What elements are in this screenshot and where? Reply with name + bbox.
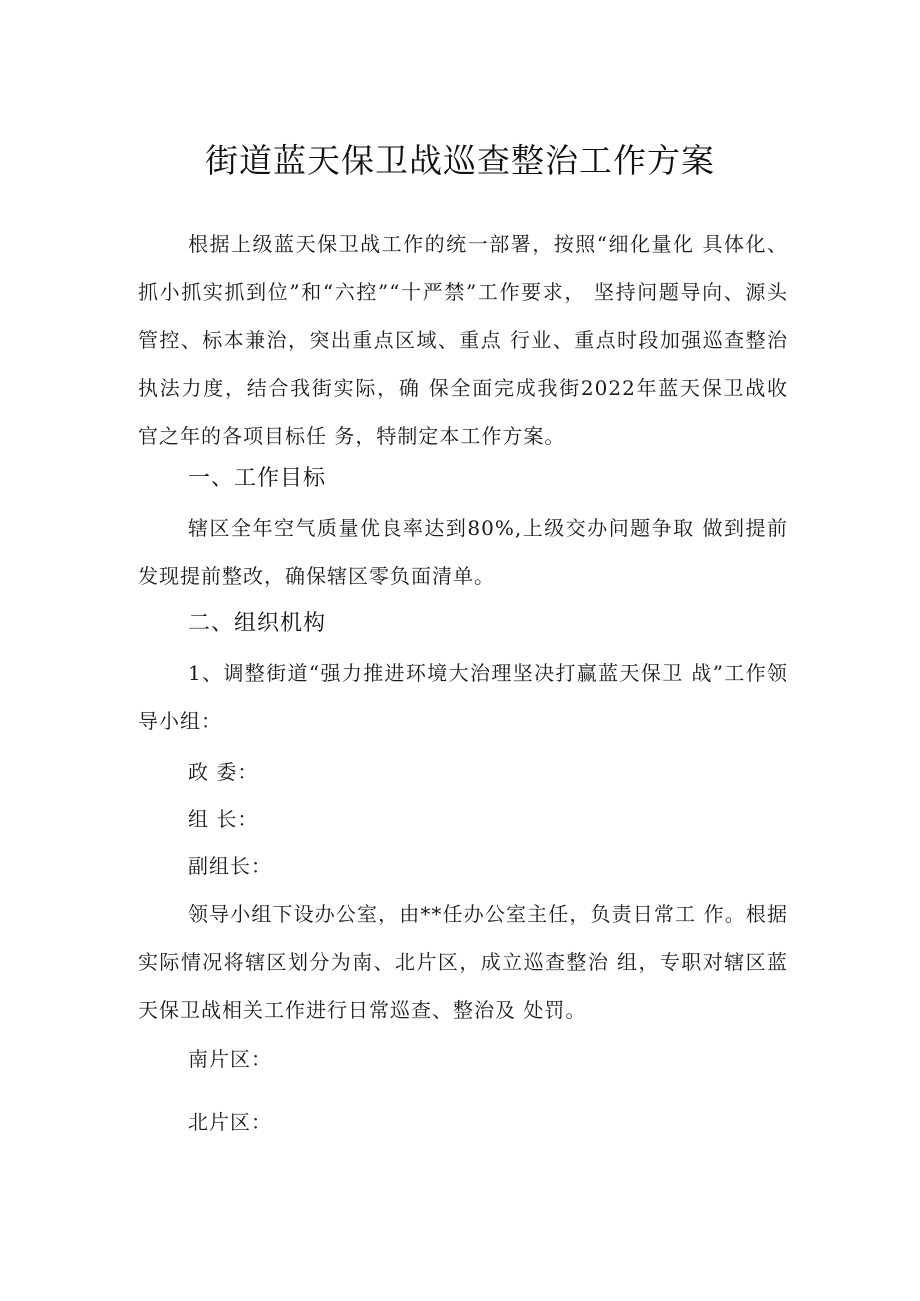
goals-paragraph: 辖区全年空气质量优良率达到80%,上级交办问题争取 做到提前发现提前整改，确保辖区零负面清单。 [138, 516, 788, 588]
section-heading-goals: 一、工作目标 [188, 466, 327, 491]
role-commissar: 政 委： [188, 760, 259, 784]
organization-item-1: 1、调整街道“强力推进环境大治理坚决打赢蓝天保卫 战”工作领导小组： [138, 661, 788, 733]
office-paragraph: 领导小组下设办公室，由**任办公室主任，负责日常工 作。根据实际情况将辖区划分为南、北片区，成立巡查整治 组，专职对辖区蓝天保卫战相关工作进行日常巡查、整治及 处罚。 [138, 902, 788, 1022]
section-heading-organization: 二、组织机构 [188, 611, 327, 636]
role-leader: 组 长： [188, 807, 259, 831]
document-title: 街道蓝天保卫战巡查整治工作方案 [205, 141, 715, 180]
zone-north: 北片区： [188, 1110, 272, 1134]
zone-south: 南片区： [188, 1047, 272, 1071]
role-deputy-leader: 副组长： [188, 854, 272, 878]
intro-paragraph: 根据上级蓝天保卫战工作的统一部署，按照“细化量化 具体化、抓小抓实抓到位”和“六控”“十严禁”工作要求， 坚持问题导向、源头管控、标本兼治，突出重点区域、重点 行业、重点时段加强巡查整治执法力度，结合我街实际，确 保全面完成我街2022年蓝天保卫战收官之年的各项目标任 务，特制定本工作方案。 [138, 232, 788, 448]
